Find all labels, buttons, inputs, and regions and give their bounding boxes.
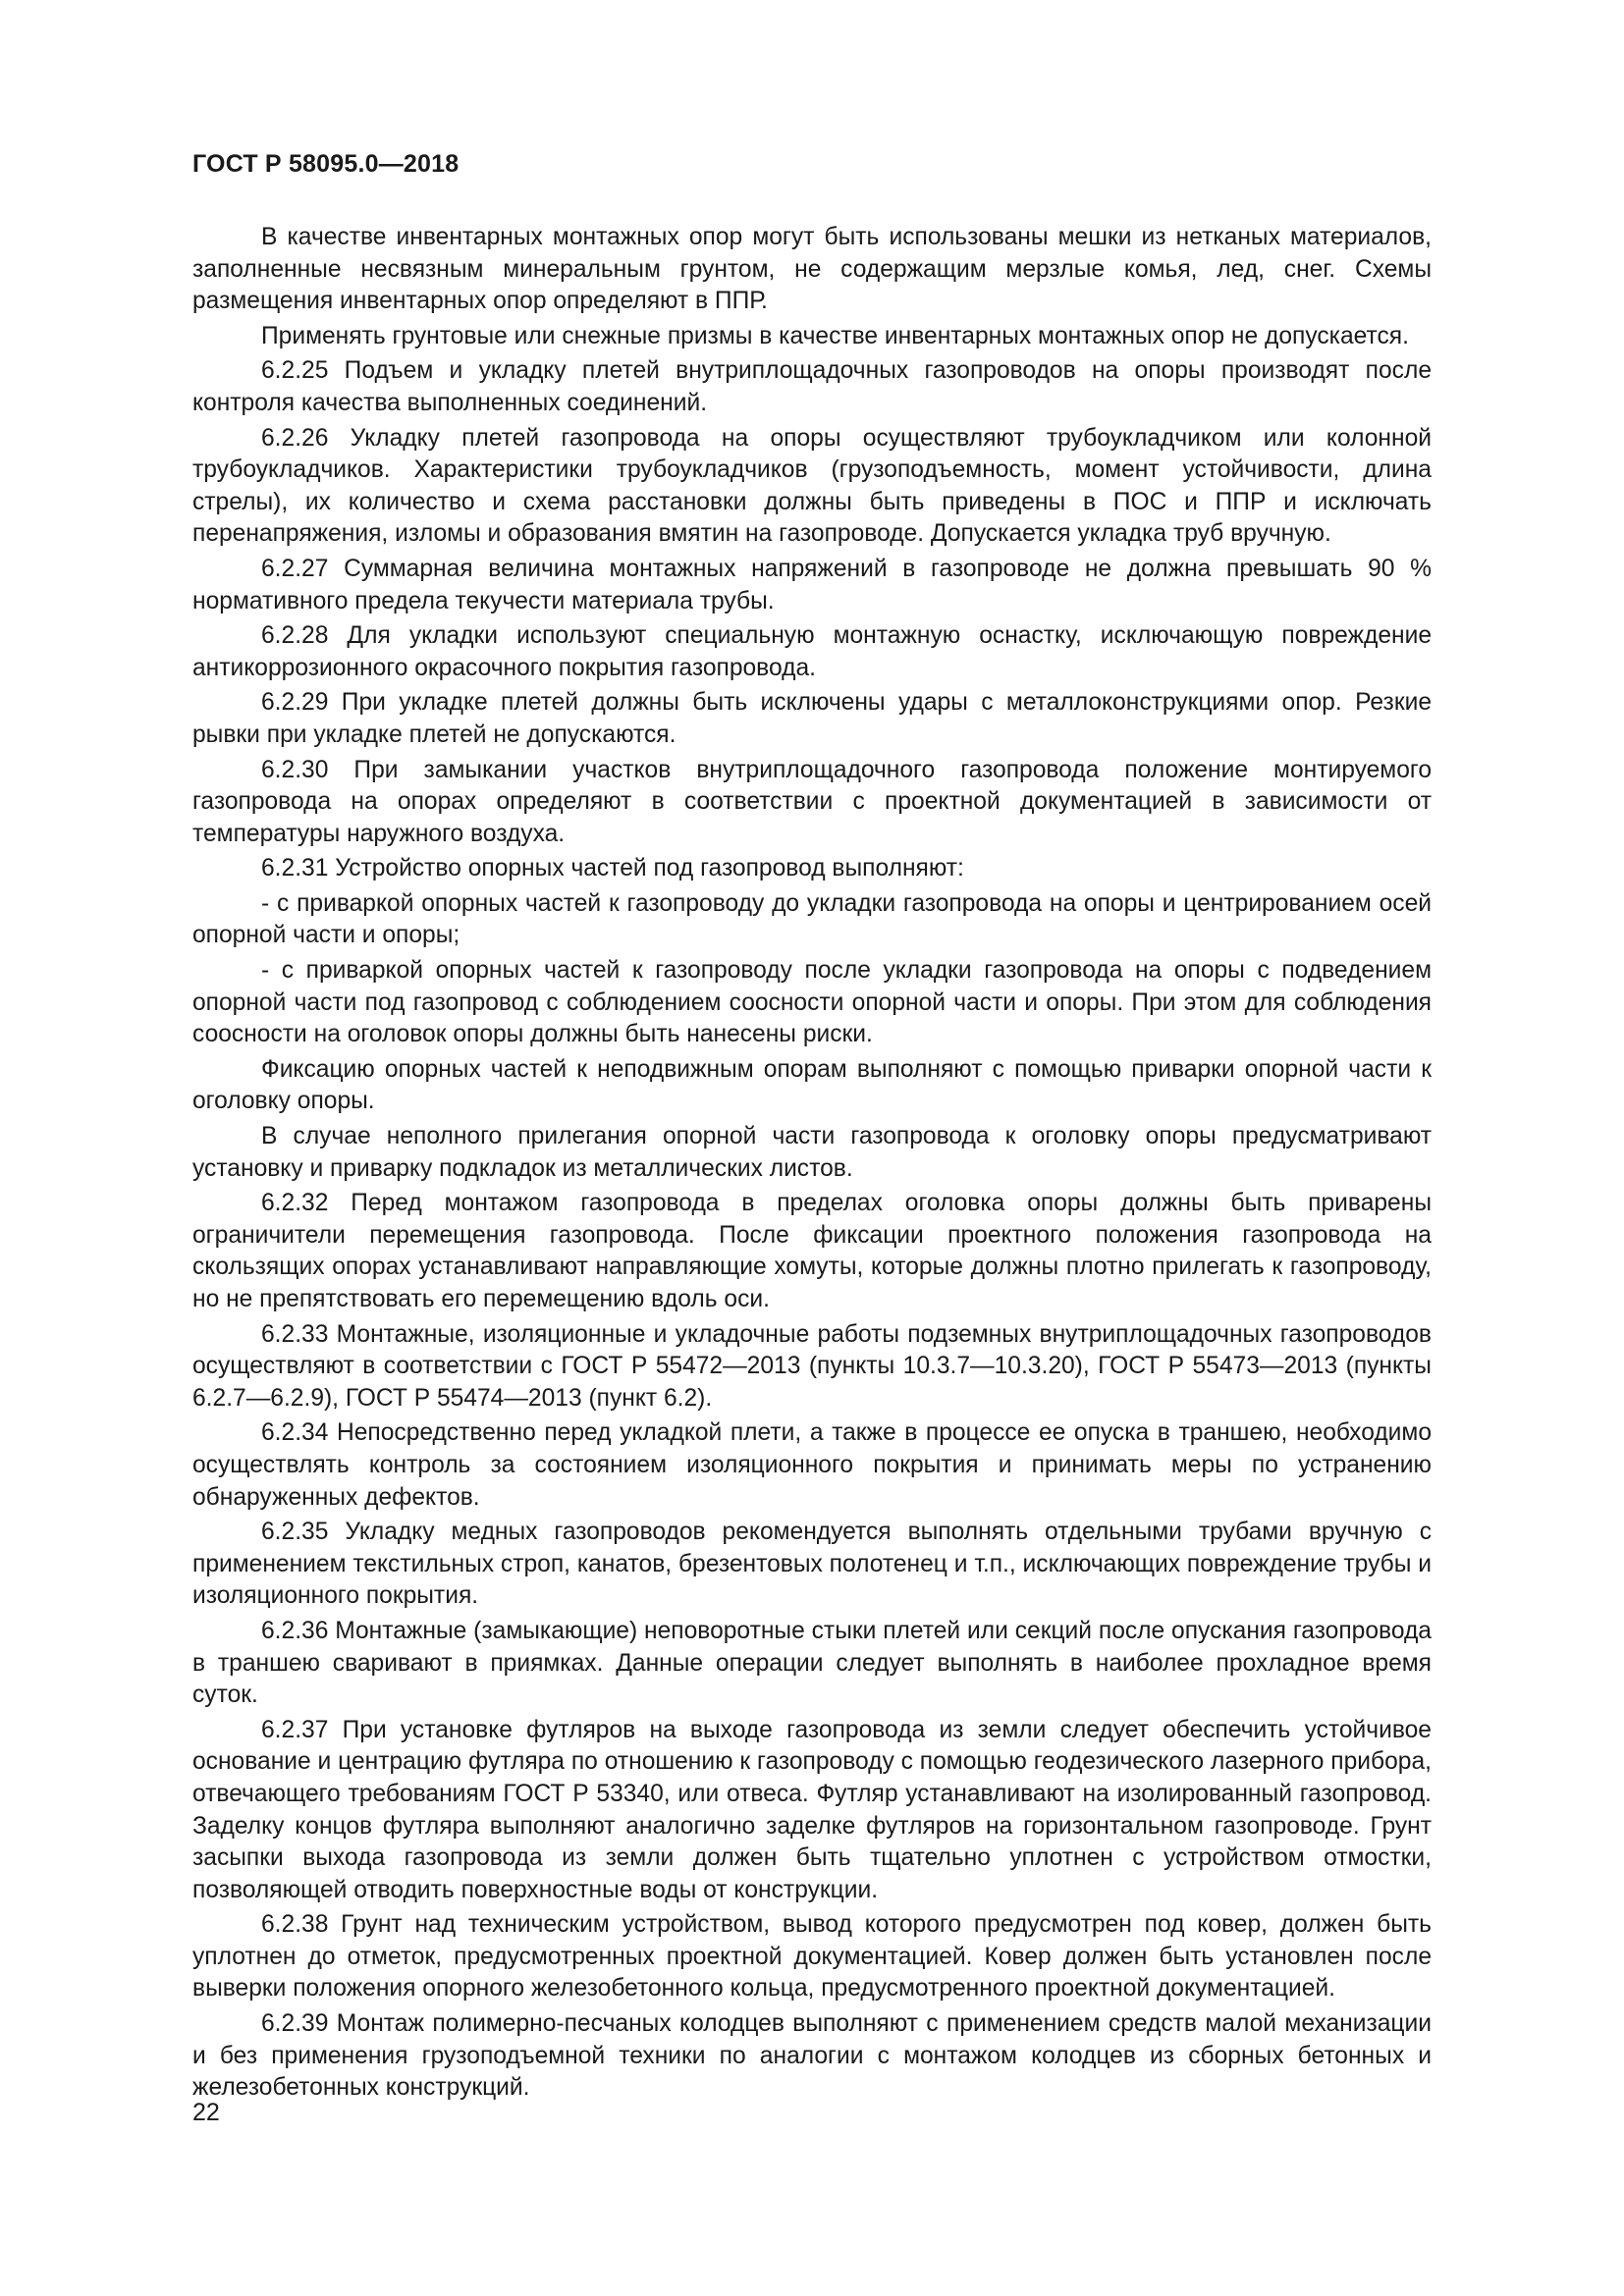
- paragraph-6-2-26: 6.2.26 Укладку плетей газопровода на опоры осуществляют трубоукладчиком или колонной трубоукладчиков. Характеристики трубоукладчиков (грузоподъемность, момент устойчивости, длина стрелы), их количество и схема расстановки должны быть приведены в ПОС и ППР и исключать перенапряжения, изломы и образования вмятин на газопроводе. Допускается укладка труб вручную.: [192, 424, 1432, 548]
- document-body: [192, 222, 1432, 2108]
- paragraph-fixation: Фиксацию опорных частей к неподвижным опорам выполняют с помощью приварки опорной части к оголовку опоры.: [192, 1055, 1432, 1115]
- paragraph-6-2-34: 6.2.34 Непосредственно перед укладкой плети, а также в процессе ее опуска в траншею, необходимо осуществлять контроль за состоянием изоляционного покрытия и принимать меры по устранению обнаруженных дефектов.: [192, 1419, 1432, 1511]
- paragraph-6-2-30: 6.2.30 При замыкании участков внутриплощадочного газопровода положение монтируемого газопровода на опорах определяют в соответствии с проектной документацией в зависимости от температуры наружного воздуха.: [192, 756, 1432, 847]
- paragraph-6-2-33: 6.2.33 Монтажные, изоляционные и укладочные работы подземных внутриплощадочных газопроводов осуществляют в соответствии с ГОСТ Р 55472—2013 (пункты 10.3.7—10.3.20), ГОСТ Р 55473—2013 (пункты 6.2.7—6.2.9), ГОСТ Р 55474—2013 (пункт 6.2).: [192, 1320, 1432, 1412]
- page-number: 22: [192, 2099, 220, 2126]
- paragraph-shims: В случае неполного прилегания опорной части газопровода к оголовку опоры предусматривают установку и приварку подкладок из металлических листов.: [192, 1123, 1432, 1182]
- paragraph-soil-prisms: Применять грунтовые или снежные призмы в качестве инвентарных монтажных опор не допускается.: [261, 322, 1409, 349]
- paragraph-6-2-39: 6.2.39 Монтаж полимерно-песчаных колодцев выполняют с применением средств малой механизации и без применения грузоподъемной техники по аналогии с монтажом колодцев из сборных бетонных и железобетонных конструкций.: [192, 2010, 1432, 2102]
- paragraph-6-2-28: 6.2.28 Для укладки используют специальную монтажную оснастку, исключающую повреждение антикоррозионного окрасочного покрытия газопровода.: [192, 622, 1432, 681]
- paragraph-6-2-27: 6.2.27 Суммарная величина монтажных напряжений в газопроводе не должна превышать 90 % нормативного предела текучести материала трубы.: [192, 555, 1432, 614]
- paragraph-6-2-29: 6.2.29 При укладке плетей должны быть исключены удары с металлоконструкциями опор. Резкие рывки при укладке плетей не допускаются.: [192, 689, 1432, 748]
- paragraph-6-2-37: 6.2.37 При установке футляров на выходе газопровода из земли следует обеспечить устойчивое основание и центрацию футляра по отношению к газопроводу с помощью геодезического лазерного прибора, отвечающего требованиям ГОСТ Р 53340, или отвеса. Футляр устанавливают на изолированный газопровод. Заделку концов футляра выполняют аналогично заделке футляров на горизонтальном газопроводе. Грунт засыпки выхода газопровода из земли должен быть тщательно уплотнен с устройством отмостки, позволяющей отводить поверхностные воды от конструкции.: [192, 1716, 1432, 1903]
- paragraph-6-2-25: 6.2.25 Подъем и укладку плетей внутриплощадочных газопроводов на опоры производят после контроля качества выполненных соединений.: [192, 357, 1432, 416]
- paragraph-6-2-38: 6.2.38 Грунт над техническим устройством, вывод которого предусмотрен под ковер, должен быть уплотнен до отметок, предусмотренных проектной документацией. Ковер должен быть установлен после выверки положения опорного железобетонного кольца, предусмотренного проектной документацией.: [192, 1911, 1432, 2002]
- list-item-welding-after: - с приваркой опорных частей к газопроводу после укладки газопровода на опоры с подведением опорной части под газопровод с соблюдением соосности опорной части и опоры. При этом для соблюдения соосности на оголовок опоры должны быть нанесены риски.: [192, 957, 1432, 1048]
- paragraph-inventory-supports: В качестве инвентарных монтажных опор могут быть использованы мешки из нетканых материалов, заполненные несвязным минеральным грунтом, не содержащим мерзлые комья, лед, снег. Схемы размещения инвентарных опор определяют в ППР.: [192, 224, 1432, 315]
- paragraph-6-2-31: 6.2.31 Устройство опорных частей под газопровод выполняют:: [261, 855, 964, 882]
- paragraph-6-2-36: 6.2.36 Монтажные (замыкающие) неповоротные стыки плетей или секций после опускания газопровода в траншею сваривают в приямках. Данные операции следует выполнять в наиболее прохладное время суток.: [192, 1617, 1432, 1709]
- paragraph-6-2-35: 6.2.35 Укладку медных газопроводов рекомендуется выполнять отдельными трубами вручную с применением текстильных строп, канатов, брезентовых полотенец и т.п., исключающих повреждение трубы и изоляционного покрытия.: [192, 1519, 1432, 1610]
- list-item-welding-before: - с приваркой опорных частей к газопроводу до укладки газопровода на опоры и центрированием осей опорной части и опоры;: [192, 889, 1432, 949]
- paragraph-6-2-32: 6.2.32 Перед монтажом газопровода в пределах оголовка опоры должны быть приварены ограничители перемещения газопровода. После фиксации проектного положения газопровода на скользящих опорах устанавливают направляющие хомуты, которые должны плотно прилегать к газопроводу, но не препятствовать его перемещению вдоль оси.: [192, 1190, 1432, 1312]
- document-header: ГОСТ Р 58095.0—2018: [192, 150, 460, 178]
